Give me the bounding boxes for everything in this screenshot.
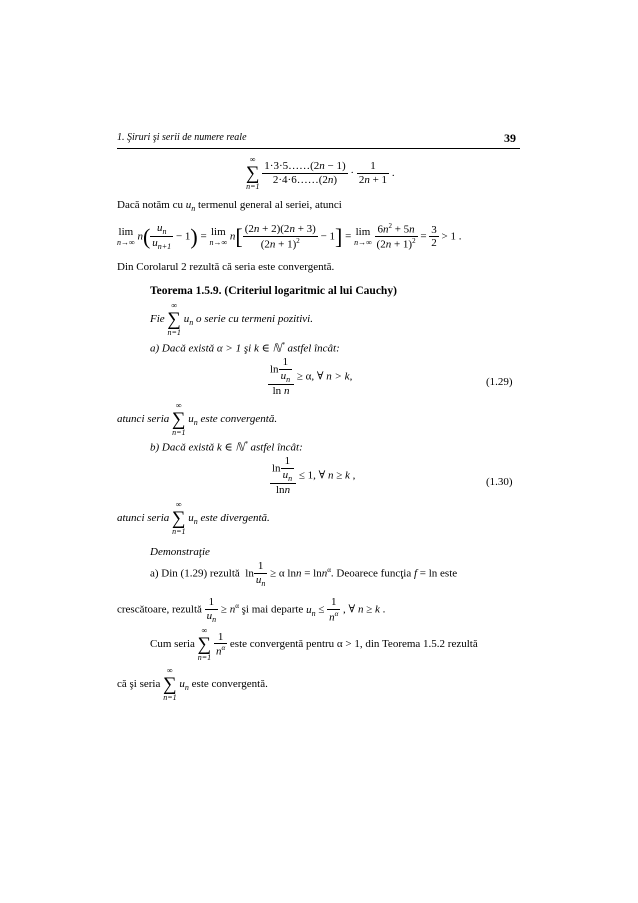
series-formula-top: ∞ ∑ n=1 $\frac{1\cdot 3\cdot 5\dots\dots(2n - 1)}{2\cdot 4\cdot 6\dots\dots(2n)}$ · $\frac{1}{2n + 1}$ . [246, 155, 395, 191]
lim-3: lim n→∞ [354, 226, 372, 247]
part-b-text: b) Dacă există [150, 441, 215, 454]
conv-pentru-text: este convergentă pentru α > 1, din Teorema 1.5.2 rezultă [229, 638, 478, 651]
fie-text: Fie [150, 313, 165, 326]
si-mai-text: şi mai departe [241, 603, 304, 616]
limit-equation: lim n→∞ n( $\frac{u_n}{u_{n+1}}$ − 1) = lim n→∞ n[ $\frac{(2n + 2)(2n + 3)}{(2n + 1)^2}$ − 1] = lim n→∞ $\frac{6n^2 + 5n}{(2n + 1)^2}$ = $\frac{3}{2}$ > 1 . [117, 222, 462, 252]
ge-alpha: ≥ α [296, 370, 312, 383]
demo-a1-text: a) Din (1.29) rezultă [150, 567, 240, 580]
cum-seria-line: Cum seria ∞ ∑ n=1 $\frac{1}{n^\alpha}$ este convergentă pentru α > 1, din Teorema 1.5.2 rezultă [150, 626, 478, 662]
atunci-conv-line: atunci seria ∞ ∑ n=1 $u_n$ este convergentă. [117, 401, 278, 437]
demo-a-line: a) Din (1.29) rezultă ln $\frac{1}{u_n}$ ≥ α lnn = lnn$^\alpha$. Deoarece funcţia f = ln este [150, 560, 458, 588]
demo-a2-text: . Deoarece funcţia [330, 567, 412, 580]
eq-number-129: (1.29) [486, 376, 513, 388]
fie-end-text: o serie cu termeni pozitivi. [195, 313, 313, 326]
demo-title: Demonstraţie [150, 546, 210, 558]
atunci-text: atunci seria [117, 413, 170, 426]
lim-2: lim n→∞ [209, 226, 228, 247]
cresc-text: crescătoare, rezultă [117, 603, 202, 616]
eq-number-130: (1.30) [486, 476, 513, 488]
equation-129: ln $\frac{1}{u_n}$ ln n ≥ α, ∀ n > k, [270, 356, 353, 398]
running-header-chapter: 1. Şiruri şi serii de numere reale [117, 132, 247, 143]
ca-si-line: că şi seria ∞ ∑ n=1 $u_n$ este convergentă. [117, 666, 268, 702]
atunci-div-line: atunci seria ∞ ∑ n=1 $u_n$ este divergentă. [117, 500, 270, 536]
equation-130: ln $\frac{1}{u_n}$ lnn ≤ 1, ∀ n ≥ k , [272, 455, 356, 497]
fraction-odd-even: $\frac{1\cdot 3\cdot 5\dots\dots(2n - 1)}{2\cdot 4\cdot 6\dots\dots(2n)}$ [264, 160, 346, 186]
conv-final-text: este convergentă. [191, 678, 268, 691]
part-b-line: b) Dacă există k ∈ ℕ* astfel încât: [150, 440, 303, 454]
conv-end-text: este convergentă. [200, 413, 278, 426]
header-rule [117, 148, 520, 149]
lim-1: lim n→∞ [117, 226, 135, 247]
un-symbol: $u_n$ [185, 199, 196, 214]
le-one: ≤ 1 [298, 469, 314, 482]
theorem-hypothesis: Fie ∞ ∑ n=1 $u_n$ o serie cu termeni pozitivi. [150, 301, 313, 337]
cond-b: , ∀ n ≥ k , [313, 469, 356, 482]
cresc-line: crescătoare, rezultă $\frac{1}{u_n}$ ≥ $n^\alpha$ şi mai departe $u_n$ ≤ $\frac{1}{n^\alpha}$ , ∀ n ≥ k . [117, 596, 386, 624]
theorem-title: Teorema 1.5.9. (Criteriul logaritmic al lui Cauchy) [150, 285, 397, 297]
notation-line [117, 200, 342, 213]
sum-symbol: ∞ ∑ n=1 [246, 155, 260, 191]
ca-si-text: că şi seria [117, 678, 161, 691]
corolar-line: Din Corolarul 2 rezultă că seria este convergentă. [117, 261, 335, 273]
cum-seria-text: Cum seria [150, 638, 195, 651]
part-a-text: a) Dacă există α > 1 şi [150, 342, 252, 355]
part-a-end-text: astfel încât: [287, 342, 340, 355]
fraction-one-over: $\frac{1}{2n + 1}$ [358, 160, 388, 186]
page-number: 39 [504, 131, 516, 145]
demo-a3-text: este [440, 567, 458, 580]
part-a-line: a) Dacă există α > 1 şi k ∈ ℕ* astfel încât: [150, 341, 340, 355]
div-end-text: este divergentă. [200, 512, 270, 525]
cond-a: , ∀ n > k, [311, 370, 353, 383]
part-b-end-text: astfel încât: [250, 441, 303, 454]
notation-text-end: termenul general al seriei, atunci [197, 199, 342, 211]
atunci-text-2: atunci seria [117, 512, 170, 525]
notation-text: Dacă notăm cu [117, 199, 183, 211]
